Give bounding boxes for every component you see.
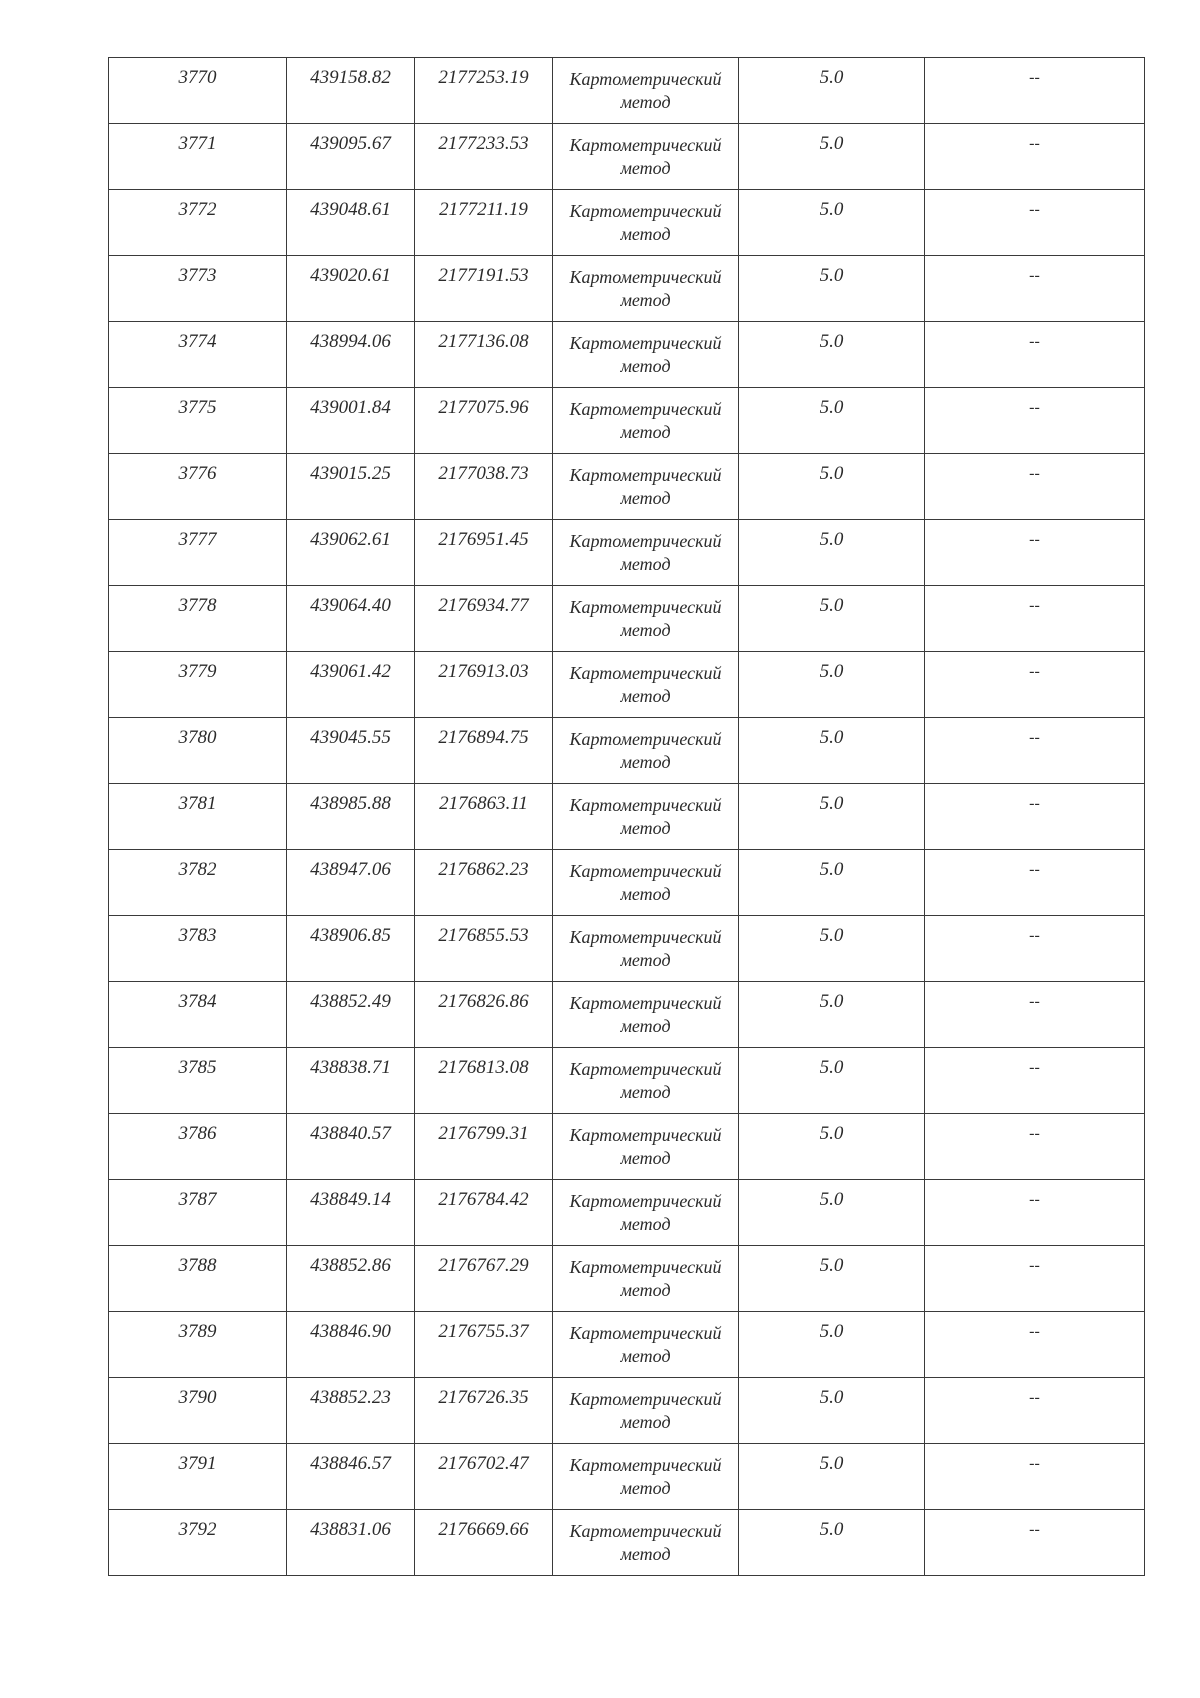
cell-point-number: 3789 bbox=[109, 1312, 287, 1378]
cell-x-coordinate: 439048.61 bbox=[287, 190, 415, 256]
cell-point-number: 3783 bbox=[109, 916, 287, 982]
cell-x-coordinate: 439062.61 bbox=[287, 520, 415, 586]
table-row bbox=[109, 58, 1145, 124]
cell-x-coordinate: 438838.71 bbox=[287, 1048, 415, 1114]
cell-x-coordinate: 439158.82 bbox=[287, 58, 415, 124]
cell-description: -- bbox=[925, 322, 1145, 388]
cell-x-coordinate: 439095.67 bbox=[287, 124, 415, 190]
cell-method: Картометрический метод bbox=[553, 982, 739, 1048]
cell-y-coordinate: 2177075.96 bbox=[415, 388, 553, 454]
cell-x-coordinate: 438985.88 bbox=[287, 784, 415, 850]
table-row bbox=[109, 190, 1145, 256]
coordinates-table bbox=[108, 57, 1145, 1576]
table-row bbox=[109, 586, 1145, 652]
cell-method: Картометрический метод bbox=[553, 190, 739, 256]
cell-accuracy: 5.0 bbox=[739, 256, 925, 322]
table-row bbox=[109, 256, 1145, 322]
cell-y-coordinate: 2177211.19 bbox=[415, 190, 553, 256]
cell-description: -- bbox=[925, 520, 1145, 586]
cell-y-coordinate: 2176669.66 bbox=[415, 1510, 553, 1576]
cell-description: -- bbox=[925, 454, 1145, 520]
cell-x-coordinate: 438846.57 bbox=[287, 1444, 415, 1510]
cell-y-coordinate: 2177136.08 bbox=[415, 322, 553, 388]
cell-y-coordinate: 2177233.53 bbox=[415, 124, 553, 190]
cell-point-number: 3773 bbox=[109, 256, 287, 322]
cell-point-number: 3784 bbox=[109, 982, 287, 1048]
cell-y-coordinate: 2176767.29 bbox=[415, 1246, 553, 1312]
cell-method: Картометрический метод bbox=[553, 1378, 739, 1444]
table-row bbox=[109, 916, 1145, 982]
cell-x-coordinate: 439061.42 bbox=[287, 652, 415, 718]
cell-accuracy: 5.0 bbox=[739, 1246, 925, 1312]
cell-method: Картометрический метод bbox=[553, 1180, 739, 1246]
cell-x-coordinate: 438849.14 bbox=[287, 1180, 415, 1246]
table-row bbox=[109, 1510, 1145, 1576]
table-row bbox=[109, 652, 1145, 718]
cell-accuracy: 5.0 bbox=[739, 850, 925, 916]
cell-description: -- bbox=[925, 1510, 1145, 1576]
cell-y-coordinate: 2176826.86 bbox=[415, 982, 553, 1048]
table-row bbox=[109, 1114, 1145, 1180]
table-row bbox=[109, 784, 1145, 850]
table-row bbox=[109, 322, 1145, 388]
cell-description: -- bbox=[925, 1114, 1145, 1180]
cell-point-number: 3770 bbox=[109, 58, 287, 124]
table-row bbox=[109, 982, 1145, 1048]
cell-description: -- bbox=[925, 1048, 1145, 1114]
cell-accuracy: 5.0 bbox=[739, 1180, 925, 1246]
cell-method: Картометрический метод bbox=[553, 124, 739, 190]
cell-description: -- bbox=[925, 1180, 1145, 1246]
cell-point-number: 3772 bbox=[109, 190, 287, 256]
cell-method: Картометрический метод bbox=[553, 784, 739, 850]
cell-point-number: 3771 bbox=[109, 124, 287, 190]
cell-point-number: 3791 bbox=[109, 1444, 287, 1510]
cell-x-coordinate: 438852.86 bbox=[287, 1246, 415, 1312]
cell-point-number: 3782 bbox=[109, 850, 287, 916]
cell-point-number: 3785 bbox=[109, 1048, 287, 1114]
cell-method: Картометрический метод bbox=[553, 1312, 739, 1378]
cell-accuracy: 5.0 bbox=[739, 1378, 925, 1444]
cell-x-coordinate: 438906.85 bbox=[287, 916, 415, 982]
cell-description: -- bbox=[925, 718, 1145, 784]
cell-accuracy: 5.0 bbox=[739, 322, 925, 388]
cell-accuracy: 5.0 bbox=[739, 784, 925, 850]
cell-y-coordinate: 2176813.08 bbox=[415, 1048, 553, 1114]
cell-description: -- bbox=[925, 586, 1145, 652]
cell-x-coordinate: 439045.55 bbox=[287, 718, 415, 784]
cell-point-number: 3779 bbox=[109, 652, 287, 718]
cell-accuracy: 5.0 bbox=[739, 586, 925, 652]
cell-y-coordinate: 2176894.75 bbox=[415, 718, 553, 784]
cell-x-coordinate: 438852.49 bbox=[287, 982, 415, 1048]
cell-accuracy: 5.0 bbox=[739, 718, 925, 784]
table-body bbox=[109, 58, 1145, 1576]
table-row bbox=[109, 1180, 1145, 1246]
cell-x-coordinate: 438994.06 bbox=[287, 322, 415, 388]
table-row bbox=[109, 520, 1145, 586]
cell-point-number: 3790 bbox=[109, 1378, 287, 1444]
cell-x-coordinate: 439015.25 bbox=[287, 454, 415, 520]
table-row bbox=[109, 1444, 1145, 1510]
cell-method: Картометрический метод bbox=[553, 256, 739, 322]
cell-y-coordinate: 2176913.03 bbox=[415, 652, 553, 718]
cell-y-coordinate: 2176784.42 bbox=[415, 1180, 553, 1246]
cell-y-coordinate: 2176702.47 bbox=[415, 1444, 553, 1510]
table-row bbox=[109, 124, 1145, 190]
table-row bbox=[109, 718, 1145, 784]
cell-accuracy: 5.0 bbox=[739, 652, 925, 718]
cell-method: Картометрический метод bbox=[553, 520, 739, 586]
cell-accuracy: 5.0 bbox=[739, 1114, 925, 1180]
cell-accuracy: 5.0 bbox=[739, 1312, 925, 1378]
cell-method: Картометрический метод bbox=[553, 388, 739, 454]
cell-accuracy: 5.0 bbox=[739, 124, 925, 190]
cell-accuracy: 5.0 bbox=[739, 1444, 925, 1510]
cell-description: -- bbox=[925, 784, 1145, 850]
cell-method: Картометрический метод bbox=[553, 1510, 739, 1576]
cell-point-number: 3775 bbox=[109, 388, 287, 454]
cell-description: -- bbox=[925, 58, 1145, 124]
cell-y-coordinate: 2176862.23 bbox=[415, 850, 553, 916]
cell-x-coordinate: 438846.90 bbox=[287, 1312, 415, 1378]
cell-x-coordinate: 439020.61 bbox=[287, 256, 415, 322]
cell-description: -- bbox=[925, 982, 1145, 1048]
cell-method: Картометрический метод bbox=[553, 718, 739, 784]
cell-y-coordinate: 2176934.77 bbox=[415, 586, 553, 652]
cell-accuracy: 5.0 bbox=[739, 388, 925, 454]
table-row bbox=[109, 1048, 1145, 1114]
cell-point-number: 3774 bbox=[109, 322, 287, 388]
table-row bbox=[109, 388, 1145, 454]
table-row bbox=[109, 454, 1145, 520]
cell-description: -- bbox=[925, 652, 1145, 718]
cell-y-coordinate: 2176951.45 bbox=[415, 520, 553, 586]
cell-method: Картометрический метод bbox=[553, 916, 739, 982]
cell-x-coordinate: 439064.40 bbox=[287, 586, 415, 652]
cell-x-coordinate: 438947.06 bbox=[287, 850, 415, 916]
cell-method: Картометрический метод bbox=[553, 322, 739, 388]
cell-method: Картометрический метод bbox=[553, 58, 739, 124]
cell-x-coordinate: 438852.23 bbox=[287, 1378, 415, 1444]
cell-method: Картометрический метод bbox=[553, 1114, 739, 1180]
cell-method: Картометрический метод bbox=[553, 652, 739, 718]
cell-accuracy: 5.0 bbox=[739, 454, 925, 520]
cell-description: -- bbox=[925, 1444, 1145, 1510]
cell-x-coordinate: 438840.57 bbox=[287, 1114, 415, 1180]
cell-y-coordinate: 2176863.11 bbox=[415, 784, 553, 850]
cell-y-coordinate: 2177191.53 bbox=[415, 256, 553, 322]
cell-method: Картометрический метод bbox=[553, 850, 739, 916]
cell-accuracy: 5.0 bbox=[739, 916, 925, 982]
table-row bbox=[109, 1246, 1145, 1312]
cell-y-coordinate: 2176726.35 bbox=[415, 1378, 553, 1444]
cell-description: -- bbox=[925, 1246, 1145, 1312]
cell-point-number: 3776 bbox=[109, 454, 287, 520]
cell-point-number: 3780 bbox=[109, 718, 287, 784]
cell-x-coordinate: 438831.06 bbox=[287, 1510, 415, 1576]
cell-y-coordinate: 2176799.31 bbox=[415, 1114, 553, 1180]
cell-point-number: 3781 bbox=[109, 784, 287, 850]
cell-point-number: 3787 bbox=[109, 1180, 287, 1246]
cell-accuracy: 5.0 bbox=[739, 520, 925, 586]
cell-point-number: 3778 bbox=[109, 586, 287, 652]
cell-y-coordinate: 2177038.73 bbox=[415, 454, 553, 520]
cell-method: Картометрический метод bbox=[553, 1246, 739, 1312]
cell-point-number: 3788 bbox=[109, 1246, 287, 1312]
cell-description: -- bbox=[925, 1378, 1145, 1444]
cell-method: Картометрический метод bbox=[553, 1444, 739, 1510]
cell-accuracy: 5.0 bbox=[739, 58, 925, 124]
cell-description: -- bbox=[925, 190, 1145, 256]
cell-description: -- bbox=[925, 388, 1145, 454]
cell-description: -- bbox=[925, 256, 1145, 322]
cell-accuracy: 5.0 bbox=[739, 1510, 925, 1576]
cell-description: -- bbox=[925, 850, 1145, 916]
cell-y-coordinate: 2176855.53 bbox=[415, 916, 553, 982]
cell-method: Картометрический метод bbox=[553, 454, 739, 520]
cell-point-number: 3786 bbox=[109, 1114, 287, 1180]
cell-method: Картометрический метод bbox=[553, 586, 739, 652]
table-row bbox=[109, 1312, 1145, 1378]
cell-method: Картометрический метод bbox=[553, 1048, 739, 1114]
cell-point-number: 3792 bbox=[109, 1510, 287, 1576]
table-row bbox=[109, 1378, 1145, 1444]
cell-accuracy: 5.0 bbox=[739, 190, 925, 256]
cell-accuracy: 5.0 bbox=[739, 982, 925, 1048]
cell-accuracy: 5.0 bbox=[739, 1048, 925, 1114]
cell-description: -- bbox=[925, 1312, 1145, 1378]
cell-y-coordinate: 2177253.19 bbox=[415, 58, 553, 124]
cell-x-coordinate: 439001.84 bbox=[287, 388, 415, 454]
cell-y-coordinate: 2176755.37 bbox=[415, 1312, 553, 1378]
table-row bbox=[109, 850, 1145, 916]
cell-description: -- bbox=[925, 124, 1145, 190]
cell-description: -- bbox=[925, 916, 1145, 982]
cell-point-number: 3777 bbox=[109, 520, 287, 586]
